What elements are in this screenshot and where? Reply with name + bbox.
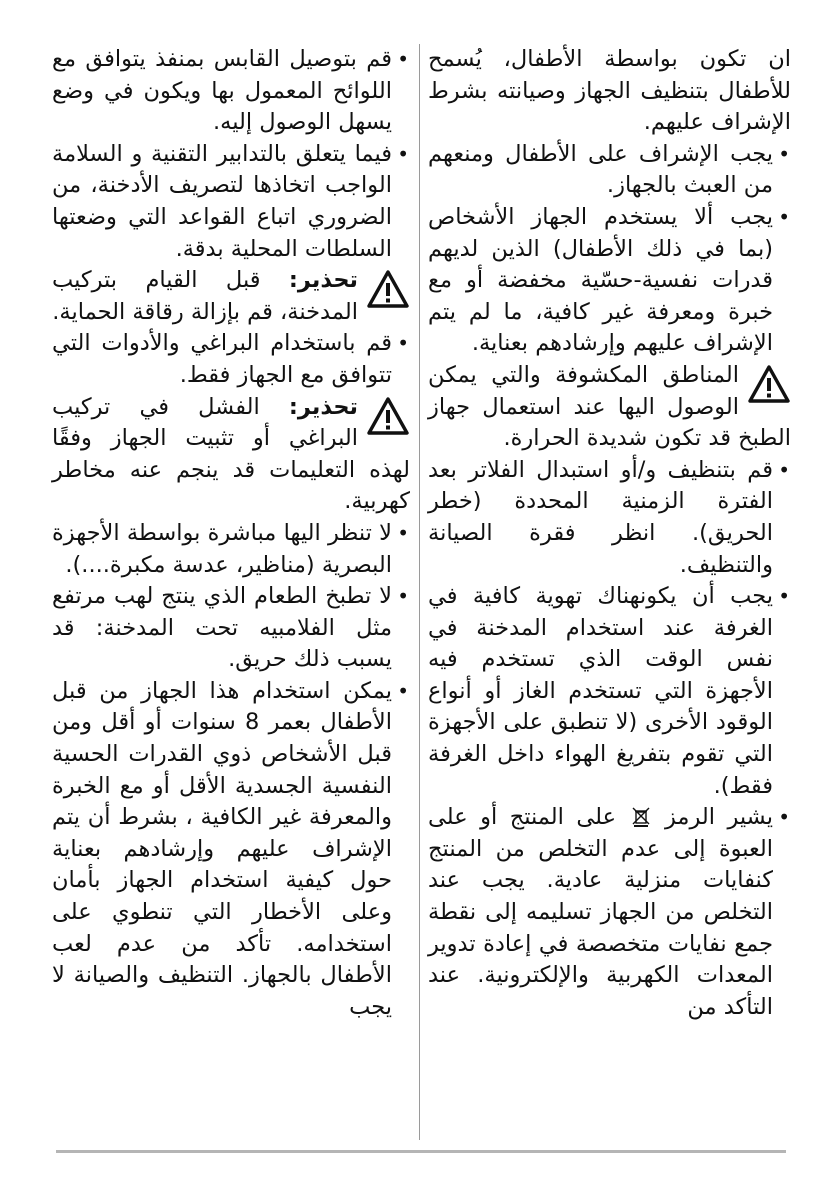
warning-note (52, 265, 410, 328)
list-item: • قم بتنظيف و/أو استبدال الفلاتر بعد الفترة الزمنية المحددة (خطر الحريق). انظر فقرة الصيانة والتنظيف. (428, 455, 791, 581)
weee-text-after: على المنتج أو على العبوة إلى عدم التخلص من المنتج كنفايات منزلية عادية. يجب عند التخلص من الجهاز تسليمه إلى نقطة جمع نفايات متخصصة في إعادة تدوير المعدات الكهربية والإلكترونية. عند التأكد من (428, 804, 773, 1020)
crossed-out-bin-icon (632, 807, 650, 827)
weee-text-before: يشير الرمز (665, 804, 774, 831)
warning-label: تحذير: (288, 267, 358, 294)
warning-note (428, 360, 791, 455)
list-item: • لا تطبخ الطعام الذي ينتج لهب مرتفع مثل الفلامبيه تحت المدخنة: قد يسبب ذلك حريق. (52, 581, 410, 676)
right-column (428, 44, 791, 1023)
warning-text: الفشل في تركيب البراغي أو تثبيت الجهاز وفقًا لهذه التعليمات قد ينجم عنه مخاطر كهربية. (52, 393, 410, 515)
left-column (52, 44, 410, 1023)
list-item: • فيما يتعلق بالتدابير التقنية و السلامة الواجب اتخاذها لتصريف الأدخنة، من الضروري اتباع القواعد التي وضعتها السلطات المحلية بدقة. (52, 139, 410, 265)
list-item: • يجب أن يكونهناك تهوية كافية في الغرفة عند استخدام المدخنة في نفس الوقت الذي تستخدم فيه الأجهزة التي تستخدم الغاز أو أنواع الوقود الأخرى (لا تنطبق على الأجهزة التي تقوم بتفريغ الهواء داخل الغرفة فقط). (428, 581, 791, 802)
list-item: • يمكن استخدام هذا الجهاز من قبل الأطفال بعمر 8 سنوات أو أقل ومن قبل الأشخاص ذوي القدرات الحسية النفسية الجسدية الأقل أو مع الخبرة والمعرفة غير الكافية ، بشرط أن يتم الإشراف عليهم وإرشادهم بعناية حول كيفية استخدام الجهاز بأمان وعلى الأخطار التي تنطوي على استخدامه. تأكد من عدم لعب الأطفال بالجهاز. التنظيف والصيانة لا يجب (52, 676, 410, 1024)
list-item: • لا تنظر اليها مباشرة بواسطة الأجهزة البصرية (مناظير، عدسة مكبرة....). (52, 518, 410, 581)
warning-text: المناطق المكشوفة والتي يمكن الوصول اليها عند استعمال جهاز الطبخ قد تكون شديدة الحرارة. (428, 361, 791, 452)
warning-text: قبل القيام بتركيب المدخنة، قم بإزالة رقاقة الحماية. (52, 267, 358, 325)
warning-triangle-icon (366, 396, 410, 436)
list-item: • قم بتوصيل القابس بمنفذ يتوافق مع اللوائح المعمول بها ويكون في وضع يسهل الوصول إليه. (52, 44, 410, 139)
list-item: • يجب ألا يستخدم الجهاز الأشخاص (بما في ذلك الأطفال) الذين لديهم قدرات نفسية-حسّية مخفضة أو مع خبرة ومعرفة غير كافية، ما لم يتم الإشراف عليهم وإرشادهم بعناية. (428, 202, 791, 360)
paragraph: ان تكون بواسطة الأطفال، يُسمح للأطفال بتنظيف الجهاز وصيانته بشرط الإشراف عليهم. (428, 46, 791, 136)
warning-triangle-icon (747, 364, 791, 404)
warning-label: تحذير: (288, 393, 358, 420)
warning-note (52, 392, 410, 518)
warning-triangle-icon (366, 269, 410, 309)
footer-rule (56, 1150, 786, 1153)
list-item: • يجب الإشراف على الأطفال ومنعهم من العبث بالجهاز. (428, 139, 791, 202)
list-item (428, 802, 791, 1023)
column-divider (419, 44, 420, 1140)
list-item: • قم باستخدام البراغي والأدوات التي تتوافق مع الجهاز فقط. (52, 328, 410, 391)
